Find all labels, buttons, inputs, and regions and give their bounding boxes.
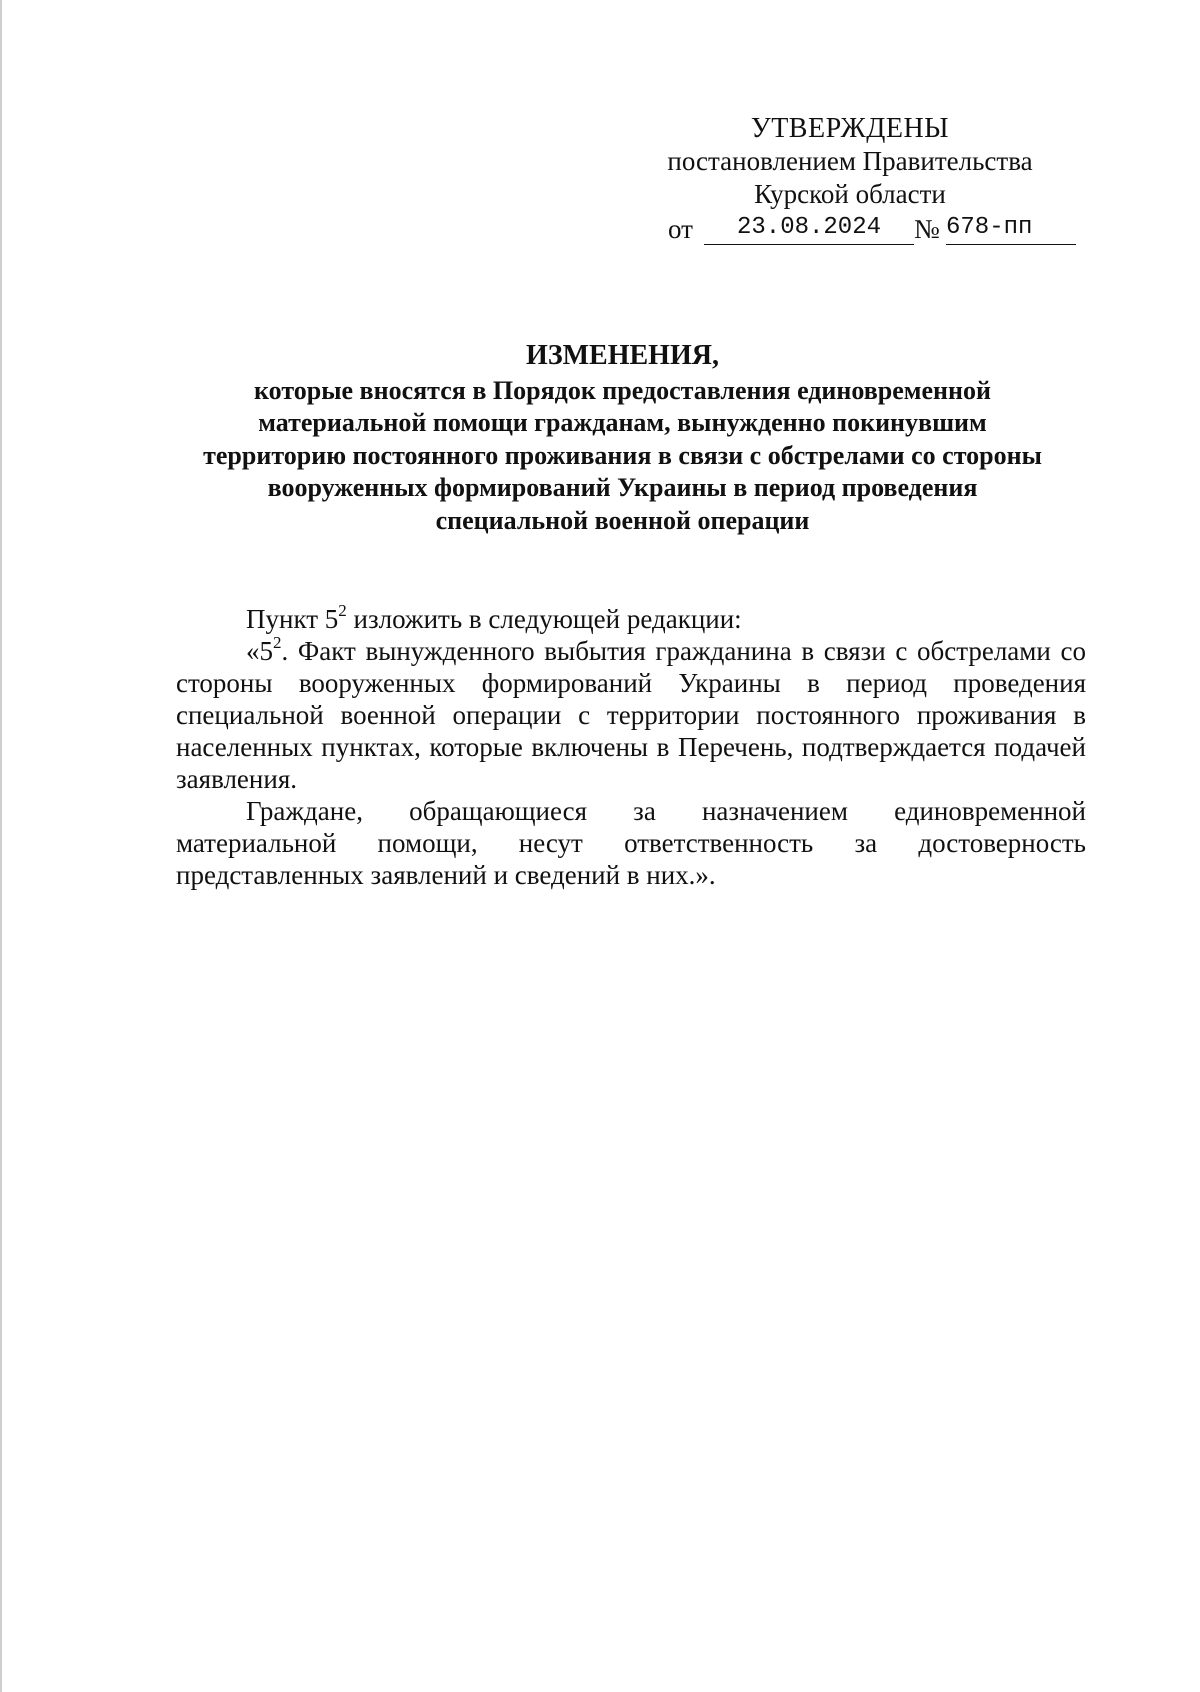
intro-suffix: изложить в следующей редакции: (346, 604, 742, 634)
heading-line-3: территорию постоянного проживания в связи с обстрелами со стороны (203, 440, 1042, 470)
approval-number: 678-пп (946, 212, 1076, 245)
approval-date-line (668, 212, 1078, 248)
document-title: ИЗМЕНЕНИЯ, (526, 340, 719, 371)
intro-paragraph (176, 603, 1086, 635)
approval-line-1: постановлением Правительства (667, 146, 1033, 176)
heading-line-1: которые вносятся в Порядок предоставления единовременной (254, 375, 991, 405)
approval-line-2: Курской области (754, 179, 946, 209)
number-sign: № (914, 214, 940, 244)
page-edge (0, 0, 2, 1692)
paragraph-responsibility: Граждане, обращающиеся за назначением единовременной материальной помощи, несут ответственность за достоверность представленных заявлений и сведений в них.». (176, 796, 1086, 890)
heading-line-4: вооруженных формирований Украины в период проведения (267, 473, 978, 502)
approval-date: 23.08.2024 (704, 212, 914, 245)
approval-block (640, 112, 1060, 211)
intro-prefix: Пункт 5 (246, 604, 339, 634)
para1-text: . Факт вынужденного выбытия гражданина в связи с обстрелами со стороны вооруженных формирований Украины в период проведения специальной военной операции с территории постоянного проживания в населенных пунктах, которые включены в Перечень, подтверждается подачей заявления. (176, 636, 1086, 794)
date-prefix: от (668, 214, 693, 244)
para1-superscript: 2 (273, 633, 282, 652)
approval-title: УТВЕРЖДЕНЫ (750, 113, 950, 144)
para1-prefix: «5 (246, 636, 273, 666)
heading-line-2: материальной помощи гражданам, вынужденно покинувшим (258, 408, 987, 437)
intro-superscript: 2 (338, 601, 347, 620)
document-heading (150, 340, 1095, 537)
paragraph-5-2 (176, 635, 1086, 795)
heading-line-5: специальной военной операции (435, 505, 810, 535)
document-body (176, 603, 1086, 891)
